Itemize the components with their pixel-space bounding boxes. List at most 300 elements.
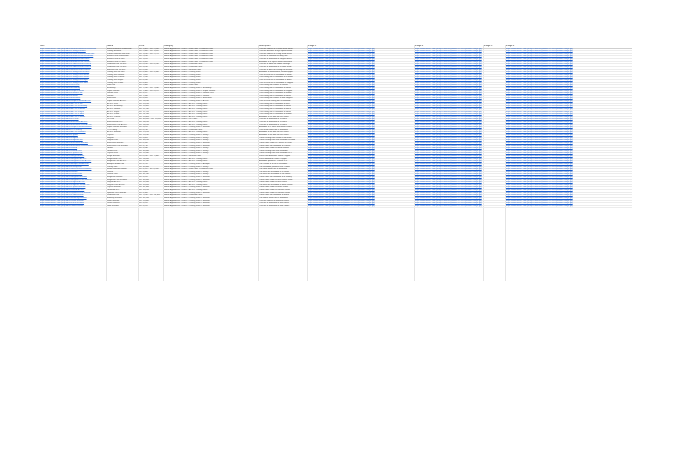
link-cell[interactable]: https://www.ellisrs.com.pk/product/Wall-Fan [40,84,80,87]
table-cell: Crystal [107,134,114,137]
link-cell[interactable]: https://www.ellisrs.com.pk/wp-content/uploads/2023/05/product-image.jpg [415,170,482,173]
link-cell[interactable]: https://www.ellisrs.com.pk/product/Antique-Model-Fan [40,162,89,165]
link-cell[interactable]: https://www.ellisrs.com.pk/product/Ceiling-Fan-Prime [40,81,88,84]
link-cell[interactable]: https://www.ellisrs.com.pk/wp-content/uploads/2023/05/product-image.jpg [308,196,375,199]
link-cell[interactable]: https://www.ellisrs.com.pk/product/Lotus-Inverter [40,202,85,205]
link-cell[interactable]: https://www.ellisrs.com.pk/wp-content/uploads/2023/05/product-image.jpg [506,189,573,192]
link-cell[interactable]: https://www.ellisrs.com.pk/product/Executive [40,97,81,100]
table-cell: Rs. 17,870 [139,131,149,134]
link-cell[interactable]: https://www.ellisrs.com.pk/product/Luxury-Fan [40,165,82,168]
link-cell[interactable]: https://www.ellisrs.com.pk/product/AC-DC-Deluxe [40,107,85,110]
link-cell[interactable]: https://www.ellisrs.com.pk/wp-content/uploads/2023/05/product-image.jpg [506,131,573,134]
link-cell[interactable]: https://www.ellisrs.com.pk/wp-content/uploads/2023/05/product-image.jpg [308,173,375,176]
link-cell[interactable]: https://www.ellisrs.com.pk/product/Executive-AC-DC [40,120,88,123]
link-cell[interactable]: https://www.ellisrs.com.pk/wp-content/uploads/2023/05/product-image.jpg [506,73,573,76]
table-cell: This fan comes in a sleek white finish [259,47,293,50]
link-cell[interactable]: https://www.ellisrs.com.pk/product/Super-Deluxe-Inverter [40,126,92,129]
link-cell[interactable]: https://www.ellisrs.com.pk/wp-content/uploads/2023/05/product-image.jpg [415,144,482,147]
link-cell[interactable]: https://www.ellisrs.com.pk/wp-content/uploads/2023/05/product-image.jpg [506,152,573,155]
link-cell[interactable]: https://www.ellisrs.com.pk/product/Crystal-Plus [40,152,83,155]
link-cell[interactable]: https://www.ellisrs.com.pk/wp-content/uploads/2023/05/product-image.jpg [415,176,482,178]
link-cell[interactable]: https://www.ellisrs.com.pk/wp-content/uploads/2023/05/product-image.jpg [506,52,573,55]
table-cell: Home Appliances > Fans > Wall Fans [164,84,199,87]
link-cell[interactable]: https://www.ellisrs.com.pk/product/Exhaust-Fan-10-inch [40,60,91,63]
table-cell: Rs. 9,111 [139,92,148,95]
table-cell: DC Fan [107,118,115,121]
link-cell[interactable]: https://www.ellisrs.com.pk/wp-content/uploads/2023/05/product-image.jpg [415,89,482,92]
link-cell[interactable]: https://www.ellisrs.com.pk/wp-content/uploads/2023/05/product-image.jpg [415,63,482,66]
link-cell[interactable]: https://www.ellisrs.com.pk/wp-content/uploads/2023/05/product-image.jpg [308,178,375,181]
link-cell[interactable]: https://www.ellisrs.com.pk/product/Sprinter-Plus-Inverter [40,191,91,194]
link-cell[interactable]: https://www.ellisrs.com.pk/wp-content/uploads/2023/05/product-image.jpg [308,97,375,100]
table-cell: TCP Fancy [107,128,118,131]
link-cell[interactable]: https://www.ellisrs.com.pk/wp-content/uploads/2023/05/product-image.jpg [308,113,375,116]
link-cell[interactable]: https://www.ellisrs.com.pk/wp-content/uploads/2023/05/product-image.jpg [506,63,573,66]
link-cell[interactable]: https://www.ellisrs.com.pk/wp-content/uploads/2023/05/product-image.jpg [506,147,573,150]
link-cell[interactable]: https://www.ellisrs.com.pk/wp-content/uploads/2023/05/product-image.jpg [308,144,375,147]
link-cell[interactable]: https://www.ellisrs.com.pk/wp-content/uploads/2023/05/product-image.jpg [506,181,573,184]
link-cell[interactable]: https://www.ellisrs.com.pk/wp-content/uploads/2023/05/product-image.jpg [308,92,375,95]
link-cell[interactable]: https://www.ellisrs.com.pk/wp-content/uploads/2023/05/product-image.jpg [308,181,375,184]
link-cell[interactable]: https://www.ellisrs.com.pk/wp-content/uploads/2023/05/product-image.jpg [415,97,482,100]
table-cell: This fan is suitable for daily use [259,55,288,58]
link-cell[interactable]: https://www.ellisrs.com.pk/wp-content/uploads/2023/05/product-image.jpg [308,84,375,87]
table-cell: Venice Plus [107,173,118,176]
link-cell[interactable]: https://www.ellisrs.com.pk/wp-content/uploads/2023/05/product-image.jpg [506,204,573,207]
link-cell[interactable]: https://www.ellisrs.com.pk/wp-content/uploads/2023/05/product-image.jpg [308,68,375,71]
link-cell[interactable]: https://www.ellisrs.com.pk/wp-content/uploads/2023/05/product-image.jpg [308,105,375,108]
link-cell[interactable]: https://www.ellisrs.com.pk/product/Deluxe [40,94,78,97]
table-cell: Home Appliances > Fans > Wall Fans > Exhaust Fans [164,47,214,50]
link-cell[interactable]: https://www.ellisrs.com.pk/wp-content/uploads/2023/05/product-image.jpg [308,81,375,84]
link-cell[interactable]: https://www.ellisrs.com.pk/product/TCP-Fancy [40,128,82,131]
table-cell: These ceiling fans come in off-white [259,136,292,139]
table-cell: This ceiling fan is available in four [259,102,290,105]
link-cell[interactable]: https://www.ellisrs.com.pk/wp-content/uploads/2023/05/product-image.jpg [506,55,573,58]
link-cell[interactable]: https://www.ellisrs.com.pk/wp-content/uploads/2023/05/product-image.jpg [415,204,482,207]
table-cell: Home Appliances > Fans > Pedestal Fans [164,65,203,68]
link-cell[interactable]: https://www.ellisrs.com.pk/product/Economy [40,86,80,89]
link-cell[interactable]: https://www.ellisrs.com.pk/wp-content/uploads/2023/05/product-image.jpg [506,79,573,82]
link-cell[interactable]: https://www.ellisrs.com.pk/product/Venice-Plus [40,173,83,176]
link-cell[interactable]: https://www.ellisrs.com.pk/wp-content/uploads/2023/05/product-image.jpg [415,155,482,158]
table-cell: Crystal Inverter [107,186,121,189]
link-cell[interactable]: https://www.ellisrs.com.pk/wp-content/uploads/2023/05/product-image.jpg [415,196,482,199]
link-cell[interactable]: https://www.ellisrs.com.pk/wp-content/uploads/2023/05/product-image.jpg [415,178,482,181]
link-cell[interactable]: https://www.ellisrs.com.pk/wp-content/uploads/2023/05/product-image.jpg [308,165,375,168]
link-cell[interactable]: https://www.ellisrs.com.pk/wp-content/uploads/2023/05/product-image.jpg [415,202,482,205]
table-cell: Rs. 10,110 [139,173,149,176]
link-cell[interactable]: https://www.ellisrs.com.pk/wp-content/uploads/2023/05/product-image.jpg [415,94,482,97]
link-cell[interactable]: https://www.ellisrs.com.pk/wp-content/uploads/2023/05/product-image.jpg [415,113,482,116]
link-cell[interactable]: https://www.ellisrs.com.pk/wp-content/uploads/2023/05/product-image.jpg [308,183,375,186]
link-cell[interactable]: https://www.ellisrs.com.pk/wp-content/uploads/2023/05/product-image.jpg [506,92,573,95]
link-cell[interactable]: https://www.ellisrs.com.pk/wp-content/uploads/2023/05/product-image.jpg [506,47,573,50]
link-cell[interactable]: https://www.ellisrs.com.pk/product/Regent [40,136,78,139]
link-cell[interactable]: https://www.ellisrs.com.pk/wp-content/uploads/2023/05/product-image.jpg [308,123,375,126]
link-cell[interactable]: https://www.ellisrs.com.pk/wp-content/uploads/2023/05/product-image.jpg [308,65,375,68]
link-cell[interactable]: https://www.ellisrs.com.pk/product/Pedestal-Fan [40,194,84,197]
link-cell[interactable]: https://www.ellisrs.com.pk/wp-content/uploads/2023/05/product-image.jpg [308,191,375,194]
link-cell[interactable]: https://www.ellisrs.com.pk/wp-content/uploads/2023/05/product-image.jpg [308,136,375,139]
link-cell[interactable]: https://www.ellisrs.com.pk/wp-content/uploads/2023/05/product-image.jpg [506,134,573,137]
link-cell[interactable]: https://www.ellisrs.com.pk/wp-content/uploads/2023/05/product-image.jpg [415,58,482,61]
table-cell: Sprinter Plus Inverter [107,191,127,194]
link-cell[interactable]: https://www.ellisrs.com.pk/wp-content/uploads/2023/05/product-image.jpg [308,194,375,197]
table-cell: AC/DC Royal [107,110,120,113]
link-cell[interactable]: https://www.ellisrs.com.pk/wp-content/uploads/2023/05/product-image.jpg [506,170,573,173]
link-cell[interactable]: https://www.ellisrs.com.pk/wp-content/uploads/2023/05/product-image.jpg [506,113,573,116]
link-cell[interactable]: https://www.ellisrs.com.pk/wp-content/uploads/2023/05/product-image.jpg [415,147,482,150]
link-cell[interactable]: https://www.ellisrs.com.pk/wp-content/uploads/2023/05/product-image.jpg [308,126,375,129]
link-cell[interactable]: https://www.ellisrs.com.pk/wp-content/uploads/2023/05/product-image.jpg [415,199,482,202]
link-cell[interactable]: https://www.ellisrs.com.pk/wp-content/uploads/2023/05/product-image.jpg [415,141,482,144]
table-cell: This ceiling fan is available in copper [259,89,293,92]
link-cell[interactable]: https://www.ellisrs.com.pk/product/Magnum-Plus-Inverter [40,178,92,181]
link-cell[interactable]: https://www.ellisrs.com.pk/wp-content/uploads/2023/05/product-image.jpg [415,92,482,95]
link-cell[interactable]: https://www.ellisrs.com.pk/wp-content/uploads/2023/05/product-image.jpg [308,189,375,192]
table-cell: This fan is available in two colors [259,202,289,205]
table-cell: Economy [107,86,116,89]
link-cell[interactable]: https://www.ellisrs.com.pk/product/Executive-Plus-AC-DC [40,123,93,126]
link-cell[interactable]: https://www.ellisrs.com.pk/wp-content/uploads/2023/05/product-image.jpg [415,107,482,110]
link-cell[interactable]: https://www.ellisrs.com.pk/product/Pedestal-Fan-24-inch [40,65,91,68]
table-cell: Rs. 10,180 [139,186,149,189]
table-cell: This ceiling fan is available in black [259,107,291,110]
link-cell[interactable]: https://www.ellisrs.com.pk/wp-content/uploads/2023/05/product-image.jpg [506,110,573,113]
link-cell[interactable]: https://www.ellisrs.com.pk/wp-content/uploads/2023/05/product-image.jpg [506,68,573,71]
link-cell[interactable]: https://www.ellisrs.com.pk/wp-content/uploads/2023/05/product-image.jpg [308,170,375,173]
link-cell[interactable]: https://www.ellisrs.com.pk/wp-content/uploads/2023/05/product-image.jpg [415,50,482,53]
link-cell[interactable]: https://www.ellisrs.com.pk/wp-content/uploads/2023/05/product-image.jpg [415,191,482,194]
link-cell[interactable]: https://www.ellisrs.com.pk/wp-content/uploads/2023/05/product-image.jpg [415,126,482,129]
link-cell[interactable]: https://www.ellisrs.com.pk/wp-content/uploads/2023/05/product-image.jpg [506,186,573,189]
link-cell[interactable]: https://www.ellisrs.com.pk/wp-content/uploads/2023/05/product-image.jpg [415,68,482,71]
link-cell[interactable]: https://www.ellisrs.com.pk/wp-content/uploads/2023/05/product-image.jpg [308,131,375,134]
link-cell[interactable]: https://www.ellisrs.com.pk/wp-content/uploads/2023/05/product-image.jpg [506,183,573,186]
link-cell[interactable]: https://www.ellisrs.com.pk/wp-content/uploads/2023/05/product-image.jpg [506,102,573,105]
link-cell[interactable]: https://www.ellisrs.com.pk/wp-content/uploads/2023/05/product-image.jpg [308,147,375,150]
link-cell[interactable]: https://www.ellisrs.com.pk/wp-content/uploads/2023/05/product-image.jpg [415,55,482,58]
link-cell[interactable]: https://www.ellisrs.com.pk/wp-content/uploads/2023/05/product-image.jpg [308,139,375,142]
table-cell: Available in 48 and 56 inch sizes [259,131,289,134]
link-cell[interactable]: https://www.ellisrs.com.pk/wp-content/uploads/2023/05/product-image.jpg [415,52,482,55]
link-cell[interactable]: https://www.ellisrs.com.pk/wp-content/uploads/2023/05/product-image.jpg [415,84,482,87]
link-cell[interactable]: https://www.ellisrs.com.pk/wp-content/uploads/2023/05/product-image.jpg [308,168,375,171]
link-cell[interactable]: https://www.ellisrs.com.pk/product/Metal-Exhaust-Blower [40,168,92,171]
table-cell: Rs. 12,720 [139,110,149,113]
link-cell[interactable]: https://www.ellisrs.com.pk/wp-content/uploads/2023/05/product-image.jpg [506,136,573,139]
table-cell: Home Appliances > Fans > Ceiling Fans [164,71,201,74]
link-cell[interactable]: https://www.ellisrs.com.pk/wp-content/uploads/2023/05/product-image.jpg [308,134,375,137]
link-cell[interactable]: https://www.ellisrs.com.pk/wp-content/uploads/2023/05/product-image.jpg [308,141,375,144]
table-cell: Rs. 10,010 [139,139,149,142]
link-cell[interactable]: https://www.ellisrs.com.pk/wp-content/uploads/2023/05/product-image.jpg [308,86,375,89]
link-cell[interactable]: https://www.ellisrs.com.pk/wp-content/uploads/2023/05/product-image.jpg [506,97,573,100]
link-cell[interactable]: https://www.ellisrs.com.pk/wp-content/uploads/2023/05/product-image.jpg [506,120,573,123]
link-cell[interactable]: https://www.ellisrs.com.pk/wp-content/uploads/2023/05/product-image.jpg [415,189,482,192]
table-cell: Home Appliances > Fans > Ceiling Fans > Fancy [164,136,209,139]
link-cell[interactable]: https://www.ellisrs.com.pk/product/Exhaust-Fan-Wholesale [40,55,94,58]
link-cell[interactable]: https://www.ellisrs.com.pk/wp-content/uploads/2023/05/product-image.jpg [506,76,573,79]
link-cell[interactable]: https://www.ellisrs.com.pk/wp-content/uploads/2023/05/product-image.jpg [415,136,482,139]
link-cell[interactable]: https://www.ellisrs.com.pk/wp-content/uploads/2023/05/product-image.jpg [506,81,573,84]
link-cell[interactable]: https://www.ellisrs.com.pk/wp-content/uploads/2023/05/product-image.jpg [415,123,482,126]
link-cell[interactable]: https://www.ellisrs.com.pk/wp-content/uploads/2023/05/product-image.jpg [506,191,573,194]
link-cell[interactable]: https://www.ellisrs.com.pk/wp-content/uploads/2023/05/product-image.jpg [308,71,375,74]
link-cell[interactable]: https://www.ellisrs.com.pk/product/Regent-AC-DC [40,181,86,184]
link-cell[interactable]: https://www.ellisrs.com.pk/wp-content/uploads/2023/05/product-image.jpg [506,178,573,181]
link-cell[interactable]: https://www.ellisrs.com.pk/product/Ceiling-Exhaust [40,50,86,53]
table-cell: Rs. 7,360 – Rs. 8,011 [139,89,159,92]
table-cell: Rs. 11,590 [139,152,149,155]
link-cell[interactable]: https://www.ellisrs.com.pk/product/Exhaust-Fan-6-inch [40,58,90,61]
table-cell: Antique Model Fan [107,162,125,165]
link-cell[interactable]: https://www.ellisrs.com.pk/wp-content/uploads/2023/05/product-image.jpg [506,58,573,61]
table-cell: Luxury Fan [107,165,118,168]
link-cell[interactable]: https://www.ellisrs.com.pk/wp-content/uploads/2023/05/product-image.jpg [415,71,482,74]
link-cell[interactable]: https://www.ellisrs.com.pk/product/Grand [40,147,78,150]
link-cell[interactable]: https://www.ellisrs.com.pk/wp-content/uploads/2023/05/product-image.jpg [308,149,375,152]
link-cell[interactable]: https://www.ellisrs.com.pk/product/Regent-Plus [40,139,83,142]
link-cell[interactable]: https://www.ellisrs.com.pk/product/Crystal-Inverter [40,186,86,189]
table-cell: Rs. 6,450 [139,68,148,71]
table-cell: Regent [107,136,114,139]
table-cell: Home Appliances > Fans > Wall Fans > Exhaust Fans [164,55,214,58]
link-cell[interactable]: https://www.ellisrs.com.pk/product/Brand-Industrial-Wholesale [40,47,97,50]
link-cell[interactable]: https://www.ellisrs.com.pk/wp-content/uploads/2023/05/product-image.jpg [308,94,375,97]
link-cell[interactable]: https://www.ellisrs.com.pk/wp-content/uploads/2023/05/product-image.jpg [415,86,482,89]
link-cell[interactable]: https://www.ellisrs.com.pk/product/Deluxe-Plus [40,92,83,95]
link-cell[interactable]: https://www.ellisrs.com.pk/wp-content/uploads/2023/05/product-image.jpg [506,89,573,92]
link-cell[interactable]: https://www.ellisrs.com.pk/wp-content/uploads/2023/05/product-image.jpg [308,199,375,202]
link-cell[interactable]: https://www.ellisrs.com.pk/wp-content/uploads/2023/05/product-image.jpg [506,126,573,129]
link-cell[interactable]: https://www.ellisrs.com.pk/wp-content/uploads/2023/05/product-image.jpg [308,58,375,61]
link-cell[interactable]: https://www.ellisrs.com.pk/wp-content/uploads/2023/05/product-image.jpg [415,79,482,82]
link-cell[interactable]: https://www.ellisrs.com.pk/wp-content/uploads/2023/05/product-image.jpg [415,160,482,163]
link-cell[interactable]: https://www.ellisrs.com.pk/wp-content/uploads/2023/05/product-image.jpg [308,89,375,92]
link-cell[interactable]: https://www.ellisrs.com.pk/wp-content/uploads/2023/05/product-image.jpg [308,204,375,207]
table-cell: Wall Fan [107,84,115,87]
link-cell[interactable]: https://www.ellisrs.com.pk/wp-content/uploads/2023/05/product-image.jpg [506,157,573,160]
link-cell[interactable]: https://www.ellisrs.com.pk/product/AC-DC-Royal [40,110,84,113]
table-cell: Home Appliances > Fans > AC/DC Ceiling Fans [164,160,208,163]
link-cell[interactable]: https://www.ellisrs.com.pk/wp-content/uploads/2023/05/product-image.jpg [415,128,482,131]
link-cell[interactable]: https://www.ellisrs.com.pk/wp-content/uploads/2023/05/product-image.jpg [308,52,375,55]
link-cell[interactable]: https://www.ellisrs.com.pk/product/Ceiling-Fan-Royal [40,79,88,82]
link-cell[interactable]: https://www.ellisrs.com.pk/wp-content/uploads/2023/05/product-image.jpg [415,157,482,160]
table-cell: Venice [107,170,114,173]
table-cell: This fan comes in a long white finish [259,52,292,55]
link-cell[interactable]: https://www.ellisrs.com.pk/product/AC-DC-Prime [40,113,84,116]
link-cell[interactable]: https://www.ellisrs.com.pk/product/Magnum-Plus-AC-DC [40,160,92,163]
link-cell[interactable]: https://www.ellisrs.com.pk/wp-content/uploads/2023/05/product-image.jpg [415,162,482,165]
link-cell[interactable]: https://www.ellisrs.com.pk/wp-content/uploads/2023/05/product-image.jpg [506,115,573,118]
link-cell[interactable]: https://www.ellisrs.com.pk/wp-content/uploads/2023/05/product-image.jpg [506,118,573,121]
table-cell: Rs. 9,710 [139,144,148,147]
link-cell[interactable]: https://www.ellisrs.com.pk/wp-content/uploads/2023/05/product-image.jpg [415,181,482,184]
link-cell[interactable]: https://www.ellisrs.com.pk/wp-content/uploads/2023/05/product-image.jpg [308,118,375,121]
link-cell[interactable]: https://www.ellisrs.com.pk/product/Venice [40,170,78,173]
table-cell: Rs. 9,810 [139,65,148,68]
link-cell[interactable]: https://www.ellisrs.com.pk/wp-content/uploads/2023/05/product-image.jpg [415,165,482,168]
link-cell[interactable]: https://www.ellisrs.com.pk/wp-content/uploads/2023/05/product-image.jpg [415,73,482,76]
link-cell[interactable]: https://www.ellisrs.com.pk/wp-content/uploads/2023/05/product-image.jpg [415,60,482,63]
link-cell[interactable]: https://www.ellisrs.com.pk/wp-content/uploads/2023/05/product-image.jpg [506,144,573,147]
link-cell[interactable]: https://www.ellisrs.com.pk/wp-content/uploads/2023/05/product-image.jpg [506,100,573,103]
link-cell[interactable]: https://www.ellisrs.com.pk/product/Executive-Plus-Inverter [40,144,93,147]
link-cell[interactable]: https://www.ellisrs.com.pk/product/Butterfly-Inverter [40,196,87,199]
link-cell[interactable]: https://www.ellisrs.com.pk/wp-content/uploads/2023/05/product-image.jpg [308,47,375,50]
link-cell[interactable]: https://www.ellisrs.com.pk/product/Ceiling-Fan-Classic [40,76,90,79]
link-cell[interactable]: https://www.ellisrs.com.pk/wp-content/uploads/2023/05/product-image.jpg [506,173,573,176]
link-cell[interactable]: https://www.ellisrs.com.pk/wp-content/uploads/2023/05/product-image.jpg [506,165,573,168]
link-cell[interactable]: https://www.ellisrs.com.pk/product/AC-DC-Classic [40,115,86,118]
link-cell[interactable]: https://www.ellisrs.com.pk/product/Super-Deluxe [40,89,84,92]
link-cell[interactable]: https://www.ellisrs.com.pk/wp-content/uploads/2023/05/product-image.jpg [506,149,573,152]
link-cell[interactable]: https://www.ellisrs.com.pk/wp-content/uploads/2023/05/product-image.jpg [308,120,375,123]
link-cell[interactable]: https://www.ellisrs.com.pk/wp-content/uploads/2023/05/product-image.jpg [506,199,573,202]
link-cell[interactable]: https://www.ellisrs.com.pk/wp-content/uploads/2023/05/product-image.jpg [308,79,375,82]
link-cell[interactable]: https://www.ellisrs.com.pk/wp-content/uploads/2023/05/product-image.jpg [506,65,573,68]
link-cell[interactable]: https://www.ellisrs.com.pk/wp-content/uploads/2023/05/product-image.jpg [415,120,482,123]
link-cell[interactable]: https://www.ellisrs.com.pk/wp-content/uploads/2023/05/product-image.jpg [308,155,375,158]
link-cell[interactable]: https://www.ellisrs.com.pk/wp-content/uploads/2023/05/product-image.jpg [415,139,482,142]
link-cell[interactable]: https://www.ellisrs.com.pk/product/Magnum-Inverter [40,176,87,178]
link-cell[interactable]: https://www.ellisrs.com.pk/product/Super-Deluxe-AC-DC [40,100,92,103]
link-cell[interactable]: https://www.ellisrs.com.pk/wp-content/uploads/2023/05/product-image.jpg [506,71,573,74]
link-cell[interactable]: https://www.ellisrs.com.pk/wp-content/uploads/2023/05/product-image.jpg [415,183,482,186]
link-cell[interactable]: https://www.ellisrs.com.pk/wp-content/uploads/2023/05/product-image.jpg [308,60,375,63]
link-cell[interactable]: https://www.ellisrs.com.pk/wp-content/uploads/2023/05/product-image.jpg [506,196,573,199]
link-cell[interactable]: https://www.ellisrs.com.pk/product/AC-DC-Economy [40,105,88,108]
link-cell[interactable]: https://www.ellisrs.com.pk/wp-content/uploads/2023/05/product-image.jpg [506,141,573,144]
link-cell[interactable]: https://www.ellisrs.com.pk/wp-content/uploads/2023/05/product-image.jpg [415,173,482,176]
table-cell: Regent Plus AC/DC [107,183,125,186]
link-cell[interactable]: https://www.ellisrs.com.pk/wp-content/uploads/2023/05/product-image.jpg [506,86,573,89]
link-cell[interactable]: https://www.ellisrs.com.pk/wp-content/uploads/2023/05/product-image.jpg [308,107,375,110]
table-cell: AC/DC Prime [107,113,120,116]
link-cell[interactable]: https://www.ellisrs.com.pk/wp-content/uploads/2023/05/product-image.jpg [308,157,375,160]
table-cell: This fan is available in elegant black [259,58,292,61]
link-cell[interactable]: https://www.ellisrs.com.pk/wp-content/uploads/2023/05/product-image.jpg [308,152,375,155]
table-cell: Super Deluxe AC/DC [107,100,127,103]
link-cell[interactable]: https://www.ellisrs.com.pk/wp-content/uploads/2023/05/product-image.jpg [308,100,375,103]
link-cell[interactable]: https://www.ellisrs.com.pk/wp-content/uploads/2023/05/product-image.jpg [415,186,482,189]
link-cell[interactable]: https://www.ellisrs.com.pk/wp-content/uploads/2023/05/product-image.jpg [415,168,482,171]
link-cell[interactable]: https://www.ellisrs.com.pk/product/Ceiling-Fan-56-inch [40,71,90,74]
link-cell[interactable]: https://www.ellisrs.com.pk/wp-content/uploads/2023/05/product-image.jpg [506,60,573,63]
link-cell[interactable]: https://www.ellisrs.com.pk/product/Jade-Inverter [40,204,84,207]
link-cell[interactable]: https://www.ellisrs.com.pk/product/Crystal [40,134,78,137]
link-cell[interactable]: https://www.ellisrs.com.pk/wp-content/uploads/2023/05/product-image.jpg [308,55,375,58]
link-cell[interactable]: https://www.ellisrs.com.pk/product/Grand-Plus [40,149,82,152]
link-cell[interactable]: https://www.ellisrs.com.pk/product/AC-DC-Inverter [40,131,86,134]
link-cell[interactable]: https://www.ellisrs.com.pk/wp-content/uploads/2023/05/product-image.jpg [506,50,573,53]
link-cell[interactable]: https://www.ellisrs.com.pk/wp-content/uploads/2023/05/product-image.jpg [308,102,375,105]
link-cell[interactable]: https://www.ellisrs.com.pk/product/Ceiling-Fan-Deluxe [40,73,89,76]
link-cell[interactable]: https://www.ellisrs.com.pk/wp-content/uploads/2023/05/product-image.jpg [415,102,482,105]
link-cell[interactable]: https://www.ellisrs.com.pk/wp-content/uploads/2023/05/product-image.jpg [506,139,573,142]
link-cell[interactable]: https://www.ellisrs.com.pk/wp-content/uploads/2023/05/product-image.jpg [415,149,482,152]
table-cell: These fans come in Classic & Lunar [259,141,292,144]
table-cell: Home Appliances > Fans > Wall Fans > Exhaust Fans [164,50,214,53]
link-cell[interactable] [484,205,505,208]
link-cell[interactable]: https://www.ellisrs.com.pk/wp-content/uploads/2023/05/product-image.jpg [415,47,482,50]
link-cell[interactable]: https://www.ellisrs.com.pk/wp-content/uploads/2023/05/product-image.jpg [308,160,375,163]
link-cell[interactable]: https://www.ellisrs.com.pk/product/Grand-AC-DC [40,189,85,192]
table-cell: Home Appliances > Fans > Ceiling Fans > Fancy [164,139,209,142]
link-cell[interactable]: https://www.ellisrs.com.pk/wp-content/uploads/2023/05/product-image.jpg [506,194,573,197]
link-cell[interactable]: https://www.ellisrs.com.pk/wp-content/uploads/2023/05/product-image.jpg [308,128,375,131]
table-cell: Home Appliances > Fans > Pedestal Fans [164,63,203,66]
table-cell: Rs. 1,870 [139,58,148,61]
link-cell[interactable]: https://www.ellisrs.com.pk/wp-content/uploads/2023/05/product-image.jpg [506,202,573,205]
link-cell[interactable]: https://www.ellisrs.com.pk/wp-content/uploads/2023/05/product-image.jpg [415,81,482,84]
link-cell[interactable]: https://www.ellisrs.com.pk/wp-content/uploads/2023/05/product-image.jpg [308,202,375,205]
link-cell[interactable]: https://www.ellisrs.com.pk/wp-content/uploads/2023/05/product-image.jpg [506,162,573,165]
link-cell[interactable]: https://www.ellisrs.com.pk/wp-content/uploads/2023/05/product-image.jpg [415,134,482,137]
link-cell[interactable]: https://www.ellisrs.com.pk/wp-content/uploads/2023/05/product-image.jpg [415,105,482,108]
link-cell[interactable]: https://www.ellisrs.com.pk/product/Executive-Inverter [40,141,88,144]
link-cell[interactable]: https://www.ellisrs.com.pk/product/Regent-Plus-AC-DC [40,183,90,186]
link-cell[interactable]: https://www.ellisrs.com.pk/wp-content/uploads/2023/05/product-image.jpg [506,128,573,131]
link-cell[interactable]: https://www.ellisrs.com.pk/wp-content/uploads/2023/05/product-image.jpg [308,76,375,79]
link-cell[interactable]: https://www.ellisrs.com.pk/wp-content/uploads/2023/05/product-image.jpg [415,131,482,134]
link-cell[interactable]: https://www.ellisrs.com.pk/wp-content/uploads/2023/05/product-image.jpg [506,176,573,178]
link-cell[interactable]: https://www.ellisrs.com.pk/product/Mega-Bracket [40,155,85,158]
table-cell: Home Appliances > Fans > Ceiling Fans [164,79,201,82]
link-cell[interactable]: https://www.ellisrs.com.pk/wp-content/uploads/2023/05/product-image.jpg [506,123,573,126]
link-cell[interactable]: https://www.ellisrs.com.pk/product/DC-Fan [40,118,79,121]
table-cell: Butterfly Inverter [107,196,123,199]
table-cell: Home Appliances > Fans > Ceiling Fans > Fancy [164,134,209,137]
link-cell[interactable]: https://www.ellisrs.com.pk/wp-content/uploads/2023/05/product-image.jpg [308,110,375,113]
link-cell[interactable]: https://www.ellisrs.com.pk/product/AC-DC-Plus [40,102,83,105]
table-cell: Home Appliances > Fans > Ceiling Fans > Inverter [164,186,210,189]
link-cell[interactable]: https://www.ellisrs.com.pk/product/Bracket-Fan-18-inch [40,68,90,71]
link-cell[interactable]: https://www.ellisrs.com.pk/product/Magnum-AC-DC [40,157,87,160]
table-cell: Ceiling Fan Prime [107,81,124,84]
link-cell[interactable]: https://www.ellisrs.com.pk/wp-content/uploads/2023/05/product-image.jpg [308,73,375,76]
link-cell[interactable]: https://www.ellisrs.com.pk/wp-content/uploads/2023/05/product-image.jpg [415,115,482,118]
link-cell[interactable]: https://www.ellisrs.com.pk/product/Pedestal-Fan-18-inch [40,63,91,66]
link-cell[interactable]: https://www.ellisrs.com.pk/wp-content/uploads/2023/05/product-image.jpg [415,152,482,155]
link-cell[interactable]: https://www.ellisrs.com.pk/wp-content/uploads/2023/05/product-image.jpg [308,115,375,118]
link-cell[interactable]: https://www.ellisrs.com.pk/wp-content/uploads/2023/05/product-image.jpg [506,105,573,108]
link-cell[interactable]: https://www.ellisrs.com.pk/wp-content/uploads/2023/05/product-image.jpg [506,94,573,97]
link-cell[interactable]: https://www.ellisrs.com.pk/wp-content/uploads/2023/05/product-image.jpg [415,194,482,197]
link-cell[interactable]: https://www.ellisrs.com.pk/wp-content/uploads/2023/05/product-image.jpg [506,155,573,158]
link-cell[interactable]: https://www.ellisrs.com.pk/product/Solar-Inverter [40,199,84,202]
link-cell[interactable]: https://www.ellisrs.com.pk/wp-content/uploads/2023/05/product-image.jpg [415,100,482,103]
link-cell[interactable]: https://www.ellisrs.com.pk/wp-content/uploads/2023/05/product-image.jpg [308,63,375,66]
link-cell[interactable]: https://www.ellisrs.com.pk/wp-content/uploads/2023/05/product-image.jpg [506,84,573,87]
link-cell[interactable]: https://www.ellisrs.com.pk/wp-content/uploads/2023/05/product-image.jpg [308,162,375,165]
link-cell[interactable]: https://www.ellisrs.com.pk/wp-content/uploads/2023/05/product-image.jpg [415,76,482,79]
link-cell[interactable]: https://www.ellisrs.com.pk/wp-content/uploads/2023/05/product-image.jpg [415,110,482,113]
link-cell[interactable]: https://www.ellisrs.com.pk/product/Plastic-Exhaust-Wall-Fan [40,52,95,55]
link-cell[interactable]: https://www.ellisrs.com.pk/wp-content/uploads/2023/05/product-image.jpg [308,50,375,53]
link-cell[interactable]: https://www.ellisrs.com.pk/wp-content/uploads/2023/05/product-image.jpg [308,176,375,178]
link-cell[interactable]: https://www.ellisrs.com.pk/wp-content/uploads/2023/05/product-image.jpg [506,107,573,110]
link-cell[interactable]: https://www.ellisrs.com.pk/wp-content/uploads/2023/05/product-image.jpg [506,160,573,163]
link-cell[interactable]: https://www.ellisrs.com.pk/wp-content/uploads/2023/05/product-image.jpg [308,186,375,189]
link-cell[interactable]: https://www.ellisrs.com.pk/wp-content/uploads/2023/05/product-image.jpg [506,168,573,171]
link-cell[interactable]: https://www.ellisrs.com.pk/wp-content/uploads/2023/05/product-image.jpg [415,118,482,121]
table-cell: Executive Plus Inverter [107,144,128,147]
link-cell[interactable]: https://www.ellisrs.com.pk/wp-content/uploads/2023/05/product-image.jpg [415,65,482,68]
